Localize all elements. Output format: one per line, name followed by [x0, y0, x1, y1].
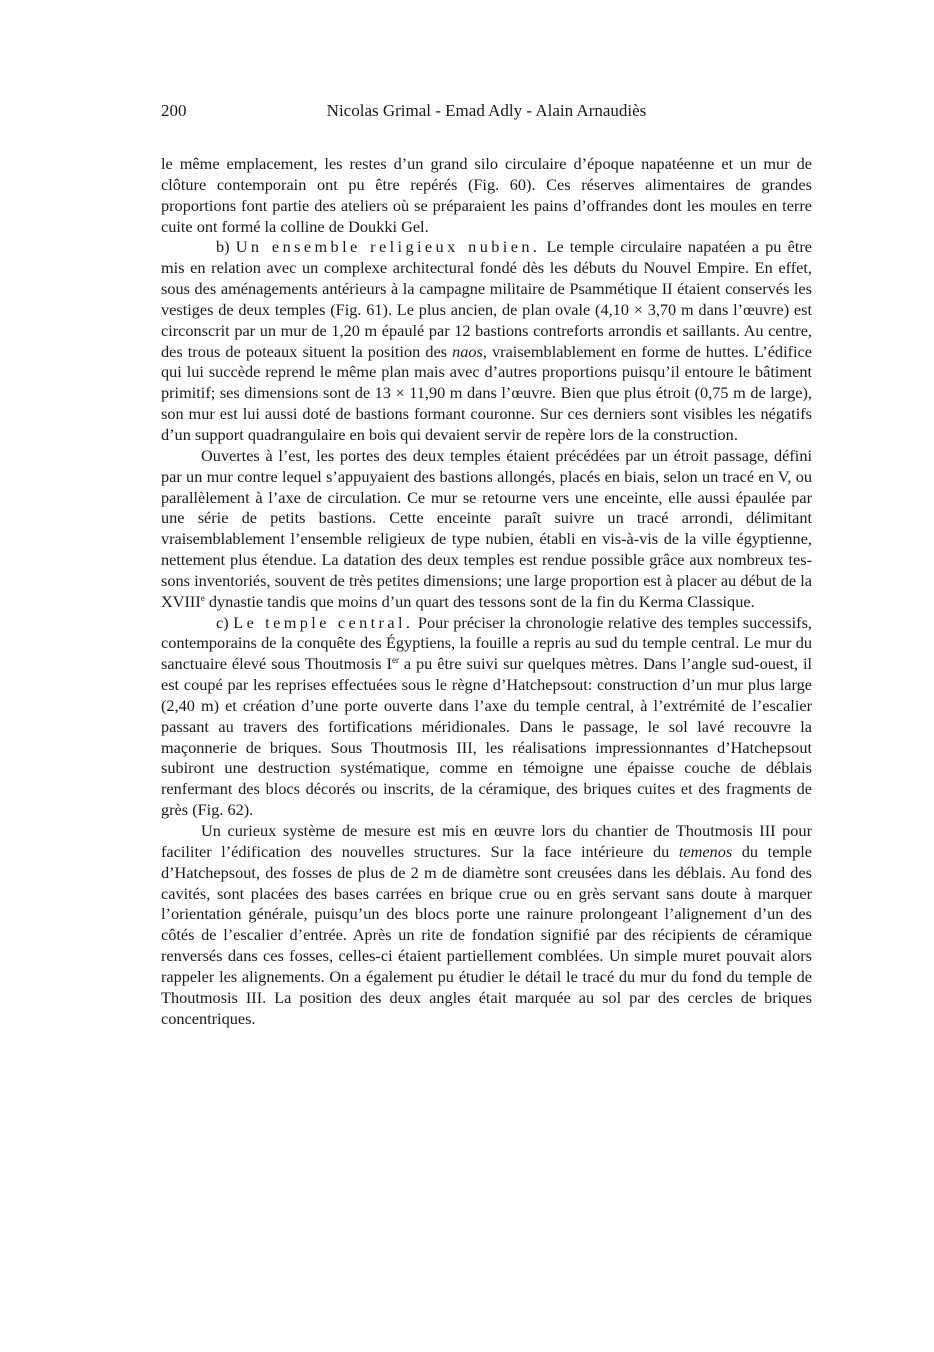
- paragraph-5-text-a: Un curieux système de mesure est mis en œuvre lors du chantier de Thoutmosis III pour faciliter l’édification des nouvelles structures. Sur la face intérieure du: [161, 821, 812, 861]
- document-page: [161, 100, 812, 1029]
- paragraph-4-text-a: Pour préciser la chronologie relative des temples successifs, contemporains de la conquête des Égyptiens, la fouille a repris au sud du temple central. Le mur du sanctuaire élevé sous Thoutmosis I: [161, 612, 812, 674]
- section-label-b: b): [216, 237, 230, 257]
- running-header: [161, 100, 812, 122]
- paragraph-3-superscript: e: [200, 592, 205, 603]
- running-title: Nicolas Grimal - Emad Adly - Alain Arnaudiès: [326, 101, 647, 120]
- paragraph-3-text-b: dynastie tandis que moins d’un quart des tessons sont de la fin du Kerma Classique.: [204, 591, 755, 611]
- paragraph-5: [161, 821, 812, 1029]
- section-label-c: c): [216, 612, 229, 632]
- section-heading-b: Un ensemble religieux nubien.: [235, 237, 541, 257]
- paragraph-1-text: le même emplacement, les restes d’un grand silo circulaire d’époque napatéenne et un mur de clôture contemporain ont pu être repérés (Fig. 60). Ces réserves alimentaires de grandes proportions font partie des ateliers où se préparaient les pains d’offrandes dont les moules en terre cuite ont formé la colline de Doukki Gel.: [161, 154, 812, 236]
- paragraph-2: [161, 237, 812, 445]
- paragraph-4: [161, 613, 812, 821]
- paragraph-2-text-a: Le temple circulaire napatéen a pu être mis en relation avec un complexe architectural fondé dès les débuts du Nouvel Empire. En effet, sous des aménagements antérieurs à la campagne militaire de Psammétique II étaient conservés les vestiges de deux temples (Fig. 61). Le plus ancien, de plan ovale (4,10 × 3,70 m dans l’œuvre) est circonscrit par un mur de 1,20 m épaulé par 12 bastions contreforts arrondis et saillants. Au centre, des trous de poteaux situent la position des: [161, 237, 812, 361]
- section-heading-c: Le temple central.: [233, 612, 414, 632]
- paragraph-1: [161, 154, 812, 237]
- paragraph-2-text-b: , vraisemblablement en forme de huttes. L’édifice qui lui succède reprend le même plan mais avec d’autres proportions puisqu’il entoure le bâtiment primitif; ses dimensions sont de 13 × 11,90 m dans l’œuvre. Bien que plus étroit (0,75 m de large), son mur est lui aussi doté de bastions formant couronne. Sur ces derniers sont visibles les négatifs d’un support quadrangulaire en bois qui devaient servir de repère lors de la construction.: [161, 341, 812, 444]
- body-text: [161, 154, 812, 1029]
- paragraph-3-text-a: Ouvertes à l’est, les portes des deux temples étaient précédées par un étroit passage, défini par un mur contre lequel s’appuyaient des bastions allongés, placés en biais, selon un tracé en V, ou parallèlement à l’axe de circulation. Ce mur se retourne vers une enceinte, elle aussi épaulée par une série de petits bastions. Cette enceinte paraît suivre un tracé arrondi, délimitant vraisemblablement l’ensemble religieux de type nubien, établi en vis-à-vis de la ville égyptienne, nettement plus étendue. La datation des deux temples est rendue possible grâce aux nombreux tessons inventoriés, souvent de très petites dimensions; une large proportion est à placer au début de la XVIII: [161, 445, 812, 611]
- paragraph-4-superscript: er: [391, 655, 399, 666]
- paragraph-5-italic: temenos: [678, 841, 733, 861]
- paragraph-4-text-b: a pu être suivi sur quelques mètres. Dans l’angle sud-ouest, il est coupé par les reprises effectuées sous le règne d’Hatchepsout: construction d’un mur plus large (2,40 m) et création d’une porte ouverte dans l’axe du temple central, à l’extrémité de l’escalier passant au travers des fortifications méridionales. Dans le passage, le sol lavé recouvre la maçonnerie de briques. Sous Thoutmosis III, les réalisations impressionnantes d’Hatchepsout subiront une destruction systématique, comme en témoigne une épaisse couche de déblais renfermant des blocs décorés ou inscrits, de la céramique, des briques cuites et des fragments de grès (Fig. 62).: [161, 654, 812, 820]
- page-number: 200: [161, 101, 187, 120]
- paragraph-3: [161, 446, 812, 613]
- paragraph-2-italic: naos: [452, 341, 483, 361]
- paragraph-5-text-b: du temple d’Hatchepsout, des fosses de plus de 2 m de diamètre sont creusées dans les déblais. Au fond des cavités, sont placées des bases carrées en brique crue ou en grès servant sans doute à marquer l’orientation générale, puisqu’un des blocs porte une rainure prolongeant l’alignement d’un des côtés de l’escalier d’entrée. Après un rite de fondation signifié par des récipients de céramique renversés dans ces fosses, celles-ci étaient partiellement comblées. Un simple muret pouvait alors rappeler les alignements. On a également pu étudier le détail le tracé du mur du fond du temple de Thoutmosis III. La position des deux angles était marquée au sol par des cercles de briques concentriques.: [161, 841, 812, 1028]
